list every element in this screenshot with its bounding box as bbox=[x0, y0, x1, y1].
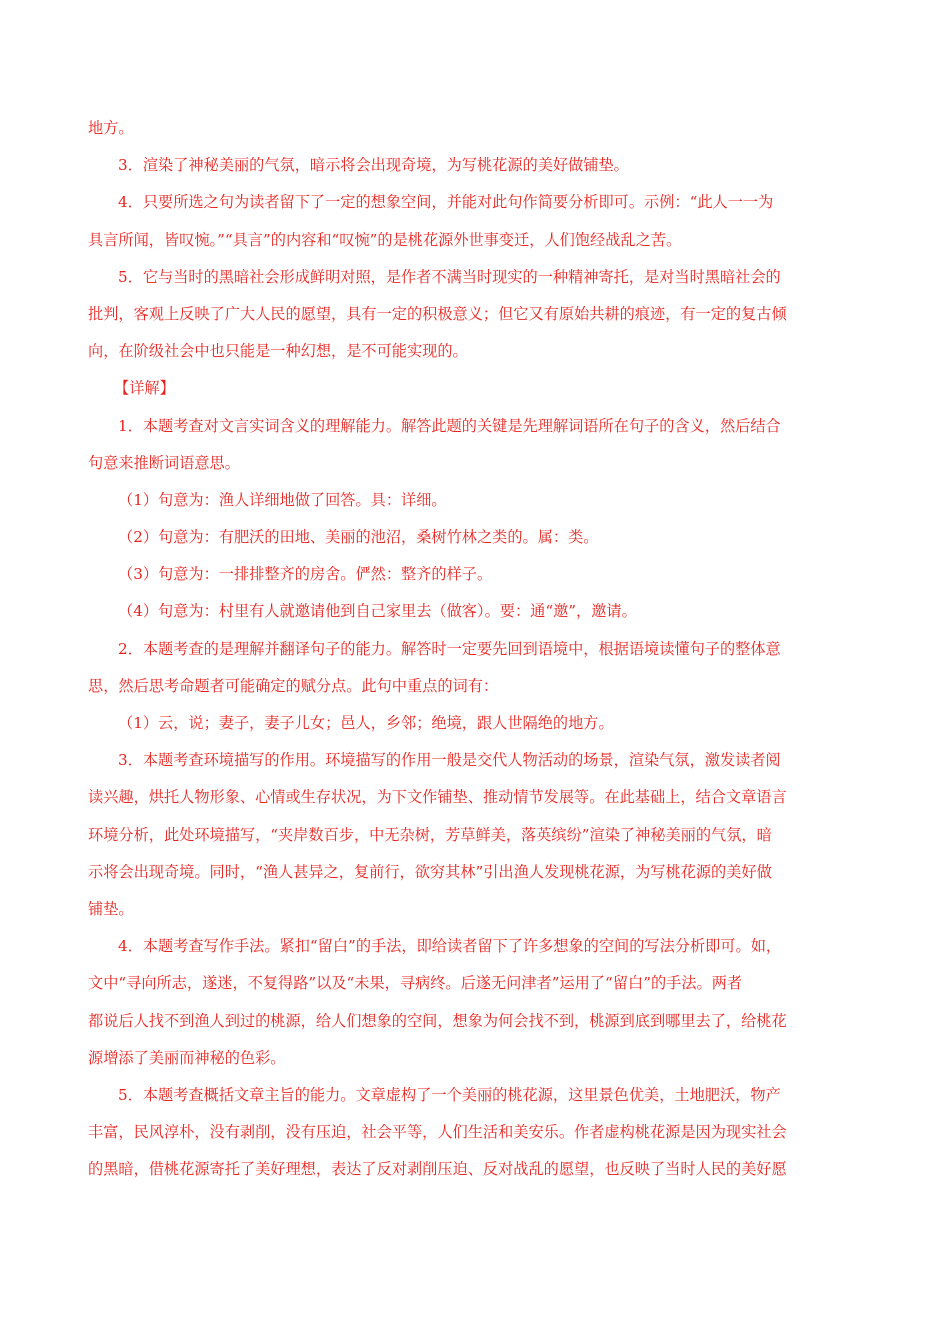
detail-3-line-4: 示将会出现奇境。同时，“渔人甚异之，复前行，欲穷其林”引出渔人发现桃花源，为写桃花源的美好做 bbox=[88, 862, 772, 881]
answer-5-line-2: 批判，客观上反映了广大人民的愿望，具有一定的积极意义；但它又有原始共耕的痕迹，有一定的复古倾 bbox=[88, 304, 787, 323]
detail-5-line-2: 丰富，民风淳朴，没有剥削，没有压迫，社会平等，人们生活和美安乐。作者虚构桃花源是因为现实社会 bbox=[88, 1123, 787, 1142]
detail-4-line-4: 源增添了美丽而神秘的色彩。 bbox=[88, 1048, 286, 1067]
detail-1-sub-2: （2）句意为：有肥沃的田地、美丽的池沼，桑树竹林之类的。属：类。 bbox=[118, 528, 599, 547]
answer-5-line-1: 5．它与当时的黑暗社会形成鲜明对照，是作者不满当时现实的一种精神寄托，是对当时黑暗社会的 bbox=[118, 267, 781, 286]
answer-4-line-1: 4．只要所选之句为读者留下了一定的想象空间，并能对此句作简要分析即可。示例：“此人一一为 bbox=[118, 193, 774, 212]
detail-1-line-1: 1．本题考查对文言实词含义的理解能力。解答此题的关键是先理解词语所在句子的含义，然后结合 bbox=[118, 416, 781, 435]
detail-heading: 【详解】 bbox=[114, 379, 175, 398]
detail-2-sub-1: （1）云，说；妻子，妻子儿女；邑人，乡邻；绝境，跟人世隔绝的地方。 bbox=[118, 714, 614, 732]
detail-4-line-1: 4．本题考查写作手法。紧扣“留白”的手法，即给读者留下了许多想象的空间的写法分析即可。如， bbox=[118, 937, 782, 956]
detail-1-sub-1: （1）句意为：渔人详细地做了回答。具：详细。 bbox=[118, 490, 447, 509]
detail-1-sub-4: （4）句意为：村里有人就邀请他到自己家里去（做客）。要：通“邀”，邀请。 bbox=[118, 602, 637, 621]
detail-1-sub-3: （3）句意为：一排排整齐的房舍。俨然：整齐的样子。 bbox=[118, 565, 493, 584]
detail-2-line-1: 2．本题考查的是理解并翻译句子的能力。解答时一定要先回到语境中，根据语境读懂句子的整体意 bbox=[118, 639, 781, 658]
detail-5-line-1: 5．本题考查概括文章主旨的能力。文章虚构了一个美丽的桃花源，这里景色优美，土地肥沃，物产 bbox=[118, 1085, 781, 1104]
document-page bbox=[88, 110, 860, 1188]
detail-3-line-2: 读兴趣，烘托人物形象、心情或生存状况，为下文作铺垫、推动情节发展等。在此基础上，结合文章语言 bbox=[88, 788, 787, 807]
detail-4-line-2: 文中“寻向所志，遂迷，不复得路”以及“未果，寻病终。后遂无问津者”运用了“留白”的手法。两者 bbox=[88, 974, 743, 993]
detail-5-line-3: 的黑暗，借桃花源寄托了美好理想，表达了反对剥削压迫、反对战乱的愿望，也反映了当时人民的美好愿 bbox=[88, 1160, 787, 1179]
answer-line-continuation: 地方。 bbox=[88, 119, 134, 137]
answer-5-line-3: 向，在阶级社会中也只能是一种幻想，是不可能实现的。 bbox=[88, 342, 468, 361]
answer-3: 3．渲染了神秘美丽的气氛，暗示将会出现奇境，为写桃花源的美好做铺垫。 bbox=[118, 156, 629, 175]
detail-2-line-2: 思，然后思考命题者可能确定的赋分点。此句中重点的词有： bbox=[88, 676, 499, 695]
detail-3-line-1: 3．本题考查环境描写的作用。环境描写的作用一般是交代人物活动的场景，渲染气氛，激发读者阅 bbox=[118, 751, 781, 770]
detail-3-line-3: 环境分析，此处环境描写，“夹岸数百步，中无杂树，芳草鲜美，落英缤纷”渲染了神秘美丽的气氛，暗 bbox=[88, 825, 772, 844]
answer-4-line-2: 具言所闻，皆叹惋。”“具言”的内容和“叹惋”的是桃花源外世事变迁，人们饱经战乱之苦。 bbox=[88, 230, 682, 249]
detail-3-line-5: 铺垫。 bbox=[88, 899, 134, 918]
detail-4-line-3: 都说后人找不到渔人到过的桃源，给人们想象的空间，想象为何会找不到，桃源到底到哪里去了，给桃花 bbox=[88, 1011, 787, 1030]
detail-1-line-2: 句意来推断词语意思。 bbox=[88, 453, 240, 472]
